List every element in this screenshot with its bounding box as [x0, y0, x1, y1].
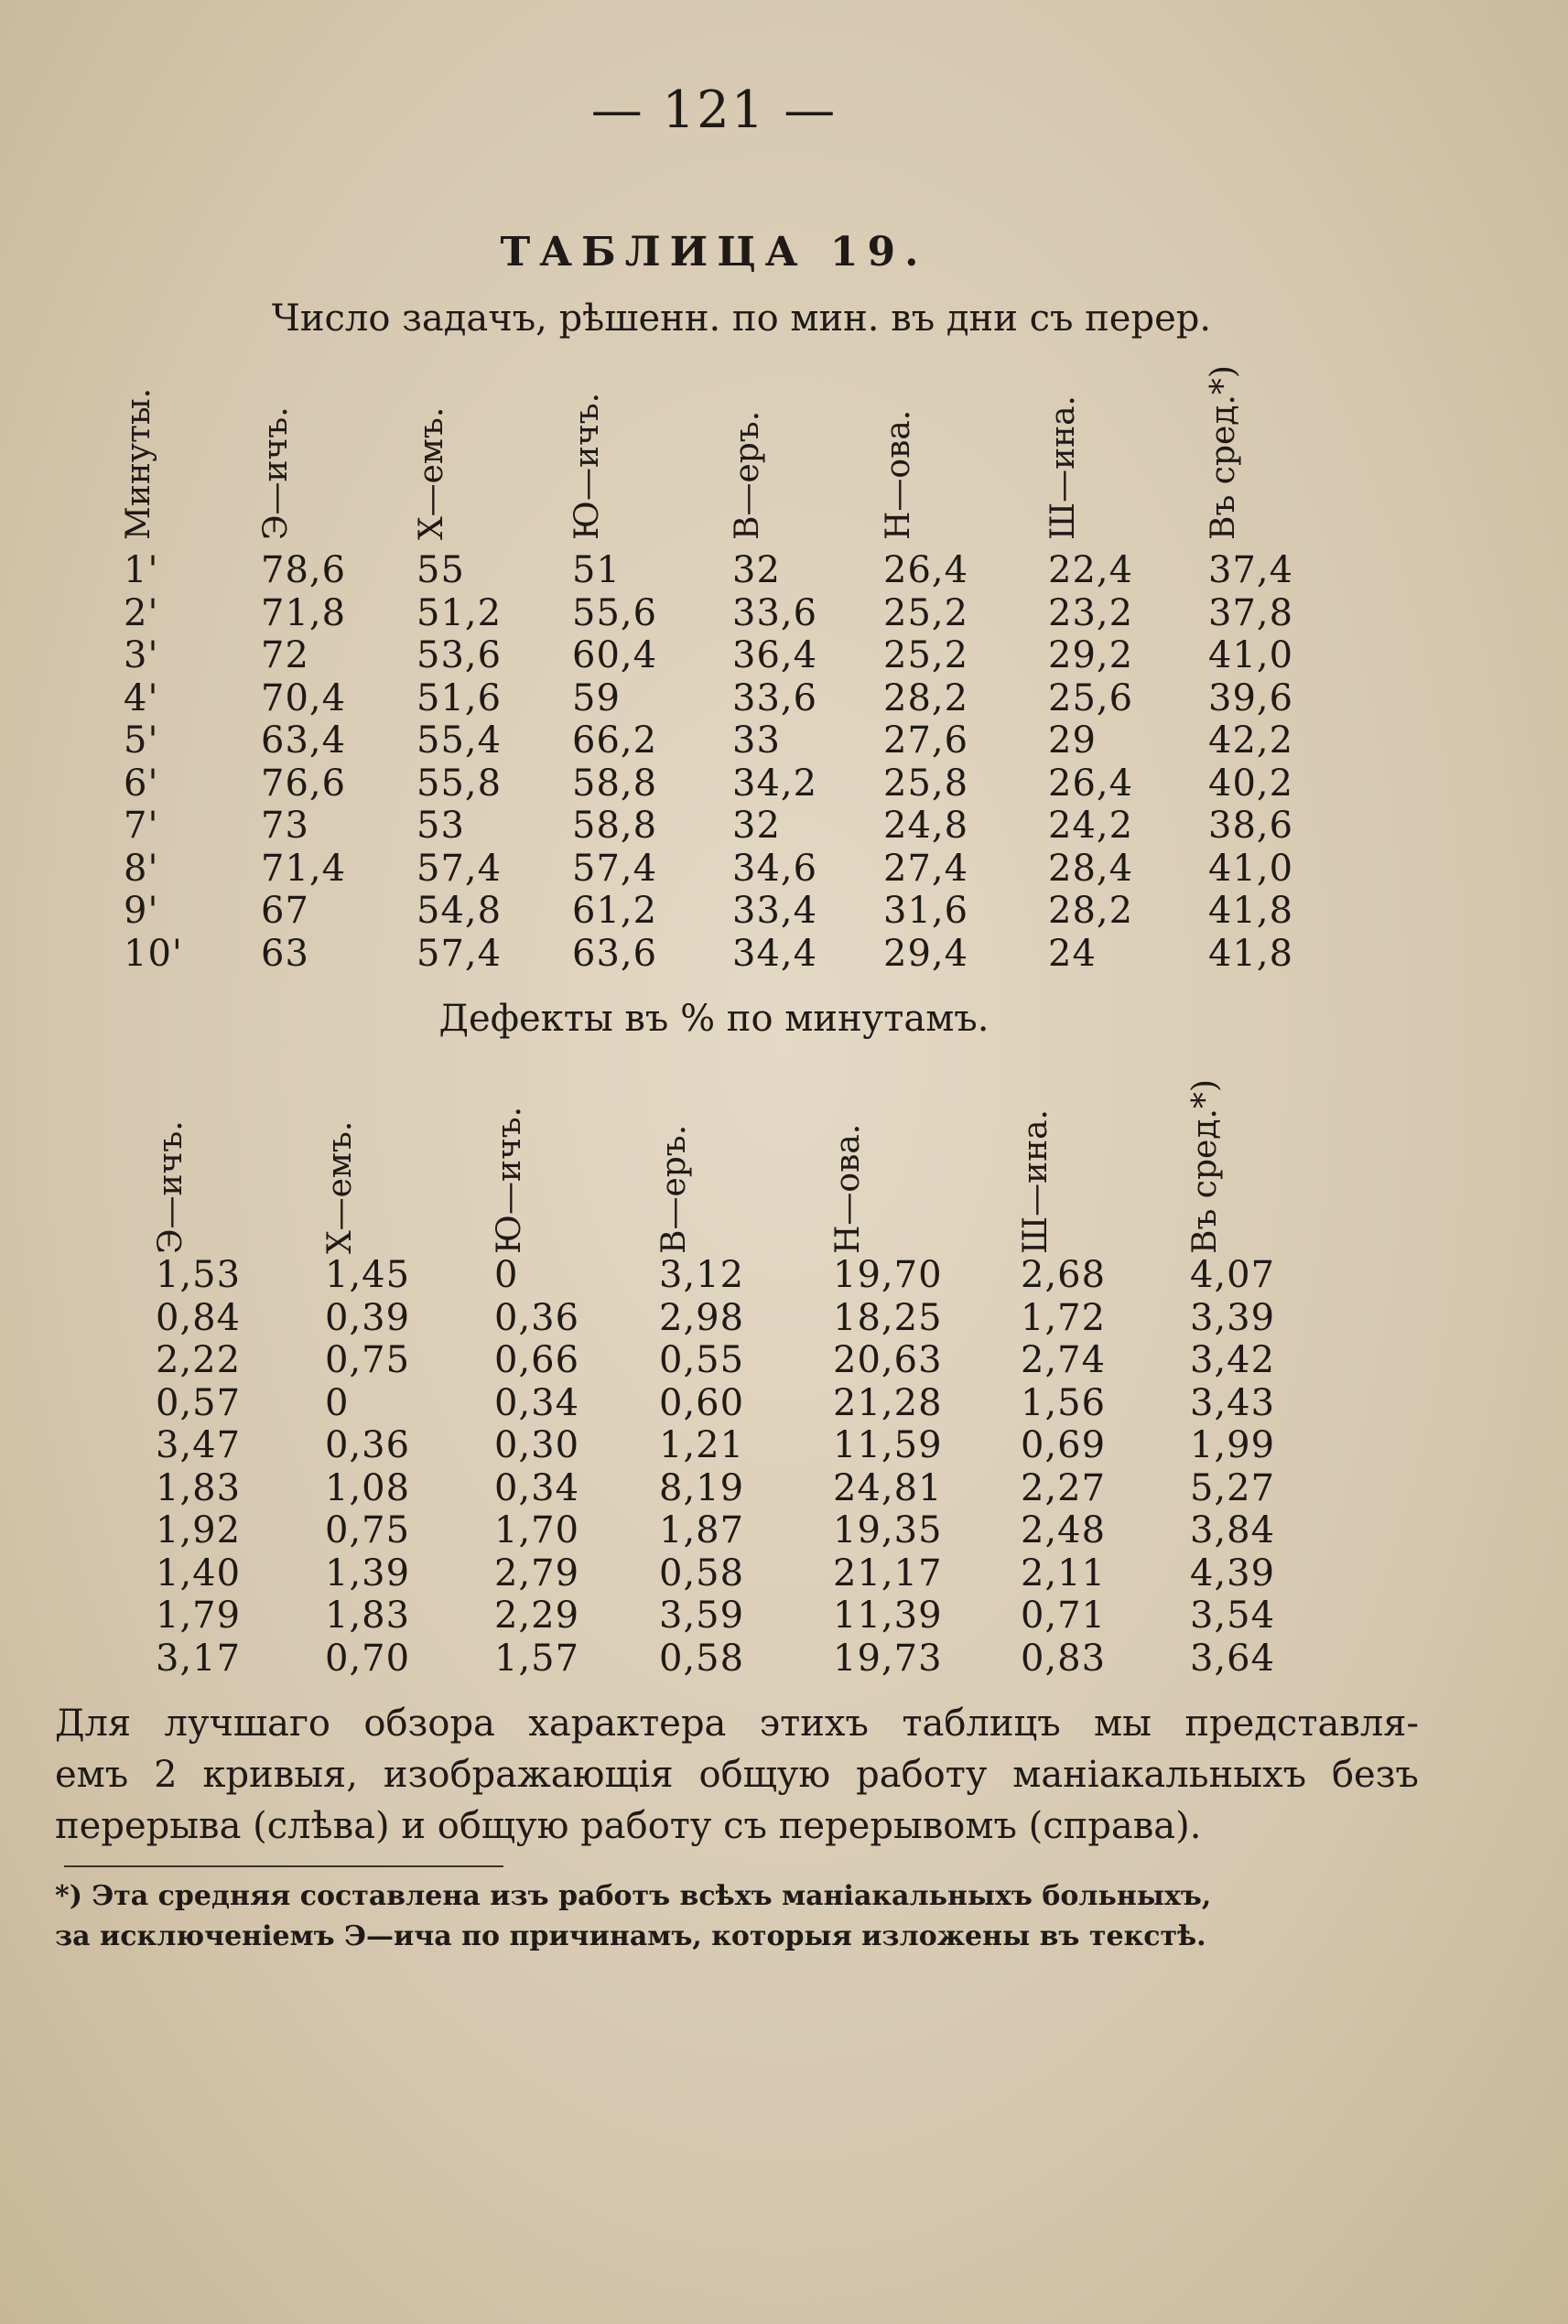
table2-cell: 3,59	[659, 1594, 745, 1637]
table2-column-header: Ю—ичъ.	[491, 1106, 528, 1254]
table2-cell: 0,55	[659, 1339, 745, 1381]
table1-cell: 24	[1048, 932, 1097, 975]
table1-cell: 42,2	[1208, 719, 1294, 762]
table1-cell: 38,6	[1208, 805, 1294, 847]
table1-cell: 57,4	[416, 932, 503, 975]
table1-cell: 55,4	[416, 719, 503, 762]
table2-column-header: Ш—ина.	[1017, 1109, 1054, 1254]
table1-cell: 71,8	[261, 591, 347, 634]
table1-cell: 10'	[124, 932, 183, 975]
table1-cell: 7'	[124, 805, 159, 847]
table2-cell: 0,34	[494, 1466, 580, 1509]
table1-cell: 78,6	[261, 549, 347, 591]
table1-column-header: Х—емъ.	[413, 406, 450, 540]
table1-cell: 76,6	[261, 762, 347, 805]
table1-cell: 51	[572, 549, 621, 591]
table2-cell: 3,12	[659, 1254, 745, 1296]
table2-cell: 18,25	[833, 1296, 943, 1339]
table2-cell: 4,39	[1190, 1551, 1276, 1594]
table2-cell: 1,92	[156, 1509, 242, 1551]
table2-column-header: Х—емъ.	[321, 1120, 359, 1254]
table1-cell: 28,2	[883, 676, 969, 719]
table1-cell: 54,8	[416, 890, 503, 932]
table2-column-header: В—еръ.	[655, 1124, 693, 1254]
table1-column-header: Э—ичъ.	[257, 406, 295, 540]
table1-cell: 41,0	[1208, 847, 1294, 890]
table2-cell: 3,47	[156, 1424, 242, 1466]
table2-cell: 1,87	[659, 1509, 745, 1551]
table2-cell: 2,22	[156, 1339, 242, 1381]
table2-cell: 1,56	[1021, 1381, 1107, 1424]
table1-cell: 70,4	[261, 676, 347, 719]
table1-cell: 57,4	[416, 847, 503, 890]
table1-cell: 61,2	[572, 890, 658, 932]
table1-cell: 58,8	[572, 805, 658, 847]
table1-cell: 51,6	[416, 676, 503, 719]
table1-cell: 59	[572, 676, 621, 719]
table1-cell: 60,4	[572, 634, 658, 676]
table1-cell: 27,4	[883, 847, 969, 890]
table1-cell: 39,6	[1208, 676, 1294, 719]
table1-cell: 55,6	[572, 591, 658, 634]
table2-cell: 4,07	[1190, 1254, 1276, 1296]
table1-cell: 32	[732, 805, 781, 847]
footnote-line: *) Эта средняя составлена изъ работъ всѣхъ маніакальныхъ больныхъ,	[55, 1880, 1212, 1912]
table2-cell: 0,75	[325, 1339, 411, 1381]
table2-cell: 8,19	[659, 1466, 745, 1509]
table1-cell: 26,4	[1048, 762, 1134, 805]
table2-cell: 0,84	[156, 1296, 242, 1339]
table2-cell: 1,72	[1021, 1296, 1107, 1339]
table2-cell: 19,73	[833, 1637, 943, 1680]
table2-column-header: Въ сред.*)	[1186, 1079, 1224, 1254]
table2-cell: 2,74	[1021, 1339, 1107, 1381]
table2-cell: 21,17	[833, 1551, 943, 1594]
table-title: ТАБЛИЦА 19.	[500, 229, 928, 276]
table2-cell: 0,30	[494, 1424, 580, 1466]
table2-cell: 3,43	[1190, 1381, 1276, 1424]
table2-cell: 0,75	[325, 1509, 411, 1551]
table1-cell: 41,8	[1208, 932, 1294, 975]
table2-cell: 11,39	[833, 1594, 943, 1637]
table1-cell: 1'	[124, 549, 159, 591]
table2-cell: 0	[494, 1254, 519, 1296]
table1-column-header: Ю—ичъ.	[568, 392, 606, 540]
table2-cell: 3,39	[1190, 1296, 1276, 1339]
table2-cell: 0,70	[325, 1637, 411, 1680]
table1-cell: 33,4	[732, 890, 818, 932]
table2-cell: 1,08	[325, 1466, 411, 1509]
table2-cell: 0,39	[325, 1296, 411, 1339]
table1-column-header: Ш—ина.	[1044, 395, 1082, 540]
table2-cell: 1,45	[325, 1254, 411, 1296]
table2-cell: 3,64	[1190, 1637, 1276, 1680]
table1-cell: 25,2	[883, 634, 969, 676]
table2-cell: 0,34	[494, 1381, 580, 1424]
table2-cell: 0,83	[1021, 1637, 1107, 1680]
table2-cell: 1,40	[156, 1551, 242, 1594]
table1-cell: 72	[261, 634, 309, 676]
table1-cell: 57,4	[572, 847, 658, 890]
table2-cell: 3,17	[156, 1637, 242, 1680]
footnote-rule	[64, 1865, 503, 1867]
table1-cell: 37,8	[1208, 591, 1294, 634]
table1-cell: 34,4	[732, 932, 818, 975]
table1-cell: 34,6	[732, 847, 818, 890]
table2-cell: 0,58	[659, 1551, 745, 1594]
table2-cell: 1,21	[659, 1424, 745, 1466]
table1-cell: 25,6	[1048, 676, 1134, 719]
table1-cell: 28,4	[1048, 847, 1134, 890]
page-number: — 121 —	[590, 81, 838, 140]
table1-cell: 22,4	[1048, 549, 1134, 591]
table1-cell: 6'	[124, 762, 159, 805]
table1-cell: 63	[261, 932, 309, 975]
table1-cell: 25,8	[883, 762, 969, 805]
table1-cell: 73	[261, 805, 309, 847]
table2-cell: 21,28	[833, 1381, 943, 1424]
table1-cell: 24,8	[883, 805, 969, 847]
paragraph-line: перерыва (слѣва) и общую работу съ перерывомъ (справа).	[55, 1805, 1202, 1847]
table1-cell: 33,6	[732, 676, 818, 719]
table2-column-header: Н—ова.	[829, 1123, 867, 1254]
table2-cell: 2,98	[659, 1296, 745, 1339]
table1-cell: 53,6	[416, 634, 503, 676]
table2-cell: 1,79	[156, 1594, 242, 1637]
table2-cell: 2,48	[1021, 1509, 1107, 1551]
table2-cell: 1,70	[494, 1509, 580, 1551]
table2-cell: 0	[325, 1381, 350, 1424]
table2-cell: 0,71	[1021, 1594, 1107, 1637]
table2-cell: 0,66	[494, 1339, 580, 1381]
table2-cell: 2,79	[494, 1551, 580, 1594]
table1-cell: 5'	[124, 719, 159, 762]
table2-cell: 3,42	[1190, 1339, 1276, 1381]
table1-cell: 55,8	[416, 762, 503, 805]
table1-column-header: Въ сред.*)	[1205, 365, 1242, 540]
table1-column-header: Н—ова.	[880, 409, 917, 540]
table2-cell: 3,54	[1190, 1594, 1276, 1637]
table1-cell: 29	[1048, 719, 1097, 762]
table1-cell: 40,2	[1208, 762, 1294, 805]
table2-cell: 0,36	[325, 1424, 411, 1466]
table2-cell: 5,27	[1190, 1466, 1276, 1509]
table2-cell: 0,57	[156, 1381, 242, 1424]
footnote-line: за исключеніемъ Э—ича по причинамъ, которыя изложены въ текстѣ.	[55, 1920, 1206, 1952]
table1-cell: 41,8	[1208, 890, 1294, 932]
table2-cell: 2,27	[1021, 1466, 1107, 1509]
table2-cell: 3,84	[1190, 1509, 1276, 1551]
table1-cell: 58,8	[572, 762, 658, 805]
table1-cell: 29,4	[883, 932, 969, 975]
table2-cell: 2,11	[1021, 1551, 1107, 1594]
table2-caption: Дефекты въ % по минутамъ.	[438, 998, 989, 1040]
table2-cell: 2,68	[1021, 1254, 1107, 1296]
table1-cell: 34,2	[732, 762, 818, 805]
table1-caption: Число задачъ, рѣшенн. по мин. въ дни съ перер.	[271, 297, 1212, 340]
table1-column-header: Минуты.	[120, 387, 157, 540]
table2-cell: 1,83	[325, 1594, 411, 1637]
table2-cell: 0,58	[659, 1637, 745, 1680]
table1-cell: 27,6	[883, 719, 969, 762]
table1-cell: 53	[416, 805, 465, 847]
table1-cell: 71,4	[261, 847, 347, 890]
table1-cell: 31,6	[883, 890, 969, 932]
table1-cell: 33	[732, 719, 781, 762]
table1-cell: 28,2	[1048, 890, 1134, 932]
table2-cell: 19,70	[833, 1254, 943, 1296]
table1-cell: 55	[416, 549, 465, 591]
table1-cell: 37,4	[1208, 549, 1294, 591]
table1-cell: 24,2	[1048, 805, 1134, 847]
table2-cell: 11,59	[833, 1424, 943, 1466]
table2-cell: 1,53	[156, 1254, 242, 1296]
table1-cell: 36,4	[732, 634, 818, 676]
table1-cell: 3'	[124, 634, 159, 676]
table2-column-header: Э—ичъ.	[152, 1120, 189, 1254]
table2-cell: 1,83	[156, 1466, 242, 1509]
table1-cell: 9'	[124, 890, 159, 932]
table1-cell: 67	[261, 890, 309, 932]
table2-cell: 1,99	[1190, 1424, 1276, 1466]
table1-column-header: В—еръ.	[729, 410, 766, 540]
table1-cell: 66,2	[572, 719, 658, 762]
table1-cell: 41,0	[1208, 634, 1294, 676]
table2-cell: 0,60	[659, 1381, 745, 1424]
footnote	[55, 1876, 1419, 1957]
table1-cell: 26,4	[883, 549, 969, 591]
table2-cell: 24,81	[833, 1466, 943, 1509]
table2-cell: 1,39	[325, 1551, 411, 1594]
paragraph-line: Для лучшаго обзора характера этихъ таблицъ мы представля-	[55, 1702, 1419, 1745]
table1-cell: 33,6	[732, 591, 818, 634]
table1-cell: 23,2	[1048, 591, 1134, 634]
table2-cell: 0,36	[494, 1296, 580, 1339]
table2-cell: 19,35	[833, 1509, 943, 1551]
body-paragraph	[55, 1698, 1419, 1852]
table1-cell: 32	[732, 549, 781, 591]
table2-cell: 20,63	[833, 1339, 943, 1381]
table1-cell: 8'	[124, 847, 159, 890]
table1-cell: 4'	[124, 676, 159, 719]
table1-cell: 25,2	[883, 591, 969, 634]
table1-cell: 2'	[124, 591, 159, 634]
table2-cell: 2,29	[494, 1594, 580, 1637]
table2-cell: 1,57	[494, 1637, 580, 1680]
table1-cell: 51,2	[416, 591, 503, 634]
table1-cell: 63,4	[261, 719, 347, 762]
table1-cell: 63,6	[572, 932, 658, 975]
table2-cell: 0,69	[1021, 1424, 1107, 1466]
table1-cell: 29,2	[1048, 634, 1134, 676]
paragraph-line: емъ 2 кривыя, изображающія общую работу маніакальныхъ безъ	[55, 1754, 1419, 1796]
